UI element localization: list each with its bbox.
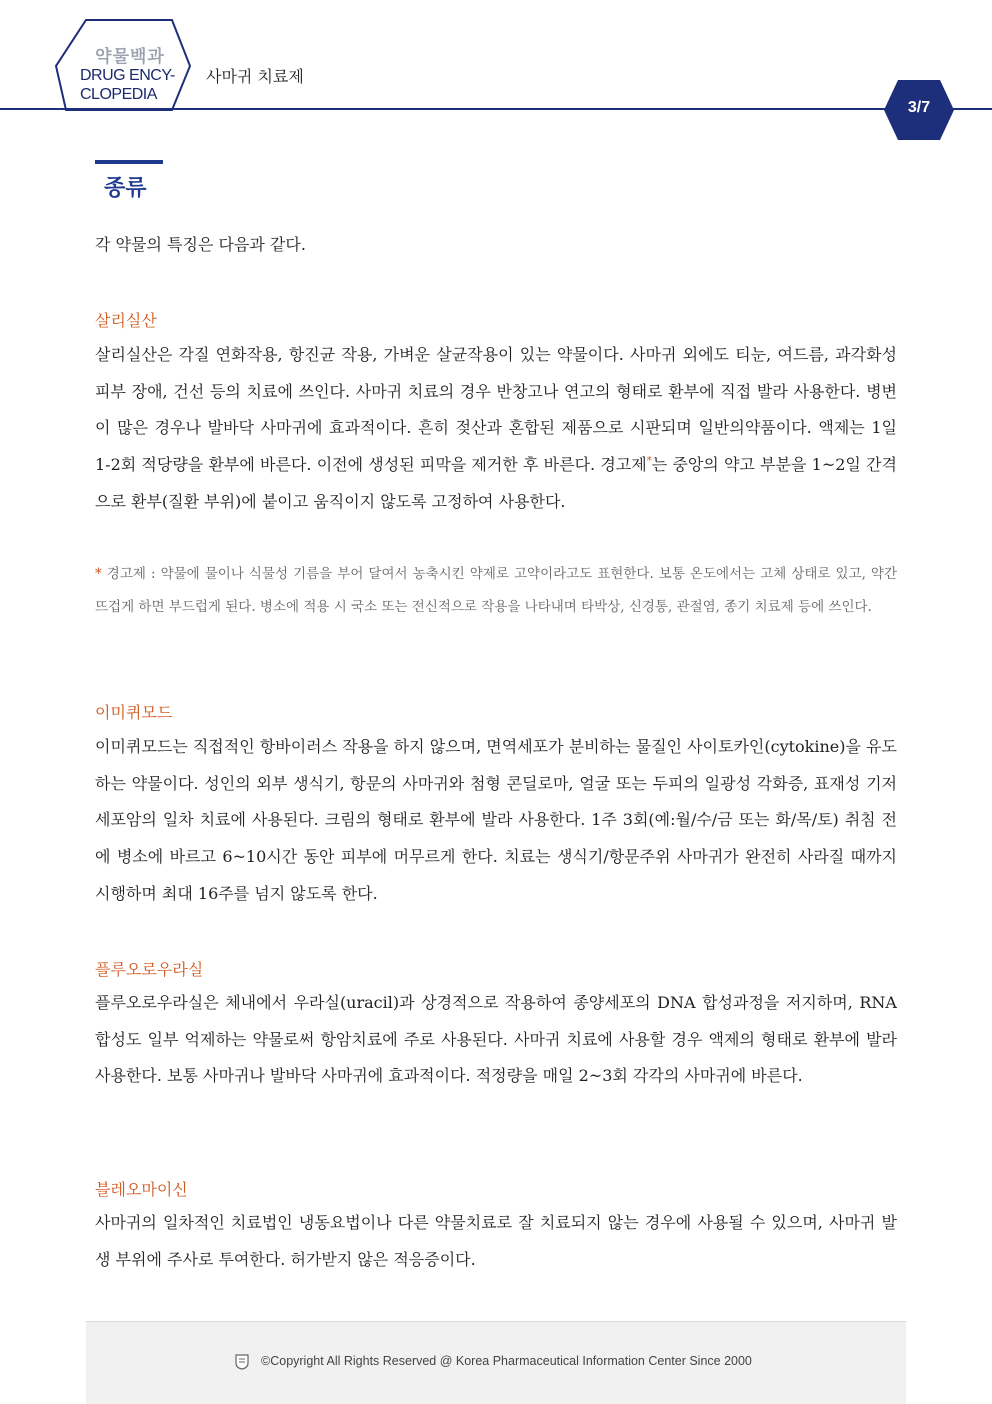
footnote-marker: *	[646, 455, 652, 467]
drug-text-salicylic-acid-part1: 살리실산은 각질 연화작용, 항진균 작용, 가벼운 살균작용이 있는 약물이다. 사마귀 외에도 티눈, 여드름, 과각화성 피부 장애, 건선 등의 치료에 쓰인다. 사마귀 치료의 경우 반창고나 연고의 형태로 환부에 직접 발라 사용한다. 병변이 많은 경우나 발바닥 사마귀에 효과적이다. 흔히 젖산과 혼합된 제품으로 시판되며 일반의약품이다. 액제는 1일 1-2회 적당량을 환부에 바른다. 이전에 생성된 피막을 제거한 후 바른다. 경고제	[95, 345, 897, 475]
drug-name-fluorouracil: 플루오로우라실	[95, 960, 204, 979]
logo-english-line1: DRUG ENCY-	[80, 67, 175, 84]
section-intro: 각 약물의 특징은 다음과 같다.	[95, 235, 306, 254]
drug-name-salicylic-acid: 살리실산	[95, 311, 157, 330]
footer-copyright: ©Copyright All Rights Reserved @ Korea Pharmaceutical Information Center Since 2000	[261, 1354, 752, 1368]
logo-english	[80, 66, 180, 104]
drug-text-salicylic-acid-part2: 는 중앙의 약고 부분을 1~2일 간격으로 환부(질환 부위)에 붙이고 움직이지 않도록 고정하여 사용한다.	[95, 455, 898, 511]
footnote	[95, 558, 897, 624]
emblem-icon	[235, 1354, 249, 1370]
header-divider	[0, 108, 992, 110]
drug-description-imiquimod: 이미퀴모드는 직접적인 항바이러스 작용을 하지 않으며, 면역세포가 분비하는 물질인 사이토카인(cytokine)을 유도하는 약물이다. 성인의 외부 생식기, 항문의 사마귀와 첨형 콘딜로마, 얼굴 또는 두피의 일광성 각화증, 표재성 기저 세포암의 일차 치료에 사용된다. 크림의 형태로 환부에 발라 사용한다. 1주 3회(예:월/수/금 또는 화/목/토) 취침 전에 병소에 바르고 6~10시간 동안 피부에 머무르게 한다. 치료는 생식기/항문주위 사마귀가 완전히 사라질 때까지 시행하며 최대 16주를 넘지 않도록 한다.	[95, 737, 897, 903]
drug-name-imiquimod: 이미퀴모드	[95, 703, 173, 722]
logo-korean: 약물백과	[95, 47, 165, 67]
section-title: 종류	[104, 176, 147, 201]
section-accent-bar	[95, 160, 163, 164]
drug-description-bleomycin: 사마귀의 일차적인 치료법인 냉동요법이나 다른 약물치료로 잘 치료되지 않는 경우에 사용될 수 있으며, 사마귀 발생 부위에 주사로 투여한다. 허가받지 않은 적응증이다.	[95, 1213, 897, 1269]
drug-name-bleomycin: 블레오마이신	[95, 1180, 188, 1199]
header-title: 사마귀 치료제	[206, 67, 304, 86]
page-number: 3/7	[907, 99, 931, 116]
logo-english-line2: CLOPEDIA	[80, 86, 157, 103]
drug-description-salicylic-acid	[95, 337, 897, 521]
drug-description-fluorouracil: 플루오로우라실은 체내에서 우라실(uracil)과 상경적으로 작용하여 종양세포의 DNA 합성과정을 저지하며, RNA 합성도 일부 억제하는 약물로써 항암치료에 주로 사용된다. 사마귀 치료에 사용할 경우 액제의 형태로 환부에 발라 사용한다. 보통 사마귀나 발바닥 사마귀에 효과적이다. 적정량을 매일 2~3회 각각의 사마귀에 바른다.	[95, 993, 897, 1086]
footnote-star: *	[95, 566, 102, 582]
footnote-text: 경고제 : 약물에 물이나 식물성 기름을 부어 달여서 농축시킨 약제로 고약이라고도 표현한다. 보통 온도에서는 고체 상태로 있고, 약간 뜨겁게 하면 부드럽게 된다. 병소에 적용 시 국소 또는 전신적으로 작용을 나타내며 타박상, 신경통, 관절염, 종기 치료제 등에 쓰인다.	[95, 566, 897, 615]
